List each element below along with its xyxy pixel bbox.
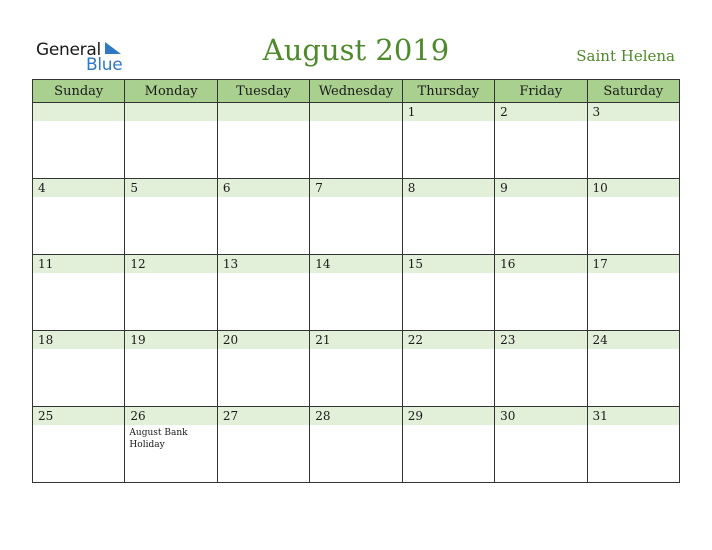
day-number-strip xyxy=(588,103,679,121)
day-cell xyxy=(310,103,402,179)
day-cell xyxy=(217,331,309,407)
day-number: 14 xyxy=(315,257,331,271)
week-row xyxy=(33,407,680,483)
weekday-header: Saturday xyxy=(587,80,679,103)
week-row xyxy=(33,255,680,331)
day-number: 19 xyxy=(130,333,146,347)
day-number: 23 xyxy=(500,333,516,347)
day-cell xyxy=(495,255,587,331)
logo-text-blue: Blue xyxy=(86,55,123,75)
weekday-header: Tuesday xyxy=(217,80,309,103)
day-number: 21 xyxy=(315,333,331,347)
day-cell xyxy=(125,407,217,483)
day-number: 8 xyxy=(407,181,416,195)
day-number: 17 xyxy=(592,257,608,271)
day-number: 7 xyxy=(315,181,323,195)
day-cell xyxy=(33,255,125,331)
weekday-header: Monday xyxy=(125,80,217,103)
day-cell xyxy=(495,179,587,255)
day-number: 18 xyxy=(38,333,54,347)
day-number: 30 xyxy=(500,409,516,423)
day-cell xyxy=(310,179,402,255)
calendar-grid xyxy=(32,79,680,483)
day-number: 1 xyxy=(407,105,416,119)
calendar-title: August 2019 xyxy=(262,33,450,67)
day-number: 26 xyxy=(130,409,146,423)
weekday-header-row xyxy=(33,80,680,103)
day-number: 16 xyxy=(500,257,516,271)
day-cell xyxy=(217,103,309,179)
day-cell xyxy=(33,179,125,255)
week-row xyxy=(33,103,680,179)
day-number: 29 xyxy=(407,409,423,423)
day-cell xyxy=(33,407,125,483)
day-cell xyxy=(310,407,402,483)
day-number: 24 xyxy=(592,333,608,347)
day-number: 22 xyxy=(407,333,423,347)
day-number: 11 xyxy=(38,257,54,271)
day-number: 12 xyxy=(130,257,146,271)
day-cell xyxy=(495,103,587,179)
week-row xyxy=(33,179,680,255)
day-cell xyxy=(33,103,125,179)
day-cell xyxy=(310,331,402,407)
day-number: 15 xyxy=(407,257,423,271)
day-number: 5 xyxy=(130,181,139,195)
day-number: 20 xyxy=(222,333,239,347)
day-number-strip xyxy=(310,179,401,197)
day-cell xyxy=(402,179,494,255)
day-number: 28 xyxy=(315,409,331,423)
day-cell xyxy=(125,179,217,255)
day-number-strip xyxy=(310,103,401,121)
day-number-strip xyxy=(495,103,586,121)
day-cell xyxy=(587,331,679,407)
weekday-header: Wednesday xyxy=(310,80,402,103)
day-cell xyxy=(587,179,679,255)
day-number: 4 xyxy=(38,181,46,195)
day-cell xyxy=(587,255,679,331)
day-number-strip xyxy=(125,179,216,197)
day-cell xyxy=(402,331,494,407)
day-number-strip xyxy=(33,179,124,197)
weekday-header: Sunday xyxy=(33,80,125,103)
day-cell xyxy=(402,103,494,179)
day-cell xyxy=(217,179,309,255)
day-cell xyxy=(402,407,494,483)
day-number-strip xyxy=(495,179,586,197)
day-number-strip xyxy=(218,103,309,121)
day-number: 3 xyxy=(592,105,601,119)
day-cell xyxy=(310,255,402,331)
logo-text-general: General xyxy=(36,40,101,60)
day-cell xyxy=(217,255,309,331)
day-number: 9 xyxy=(500,181,508,195)
day-number: 13 xyxy=(222,257,239,271)
day-number: 10 xyxy=(592,181,608,195)
day-number-strip xyxy=(33,103,124,121)
day-number: 25 xyxy=(38,409,54,423)
day-cell xyxy=(125,255,217,331)
day-number-strip xyxy=(218,179,309,197)
day-number: 31 xyxy=(592,409,608,423)
day-cell xyxy=(587,103,679,179)
region-label: Saint Helena xyxy=(576,47,675,65)
holiday-event: August Bank Holiday xyxy=(129,428,188,450)
day-number-strip xyxy=(403,103,494,121)
weekday-header: Thursday xyxy=(402,80,494,103)
day-cell xyxy=(125,331,217,407)
day-cell xyxy=(495,407,587,483)
day-cell xyxy=(402,255,494,331)
day-number: 6 xyxy=(222,181,231,195)
day-cell xyxy=(33,331,125,407)
week-row xyxy=(33,331,680,407)
day-cell xyxy=(587,407,679,483)
day-number-strip xyxy=(125,103,216,121)
day-number: 27 xyxy=(222,409,239,423)
day-cell xyxy=(125,103,217,179)
day-number: 2 xyxy=(500,105,508,119)
day-number-strip xyxy=(403,179,494,197)
day-cell xyxy=(495,331,587,407)
day-cell xyxy=(217,407,309,483)
weekday-header: Friday xyxy=(495,80,587,103)
